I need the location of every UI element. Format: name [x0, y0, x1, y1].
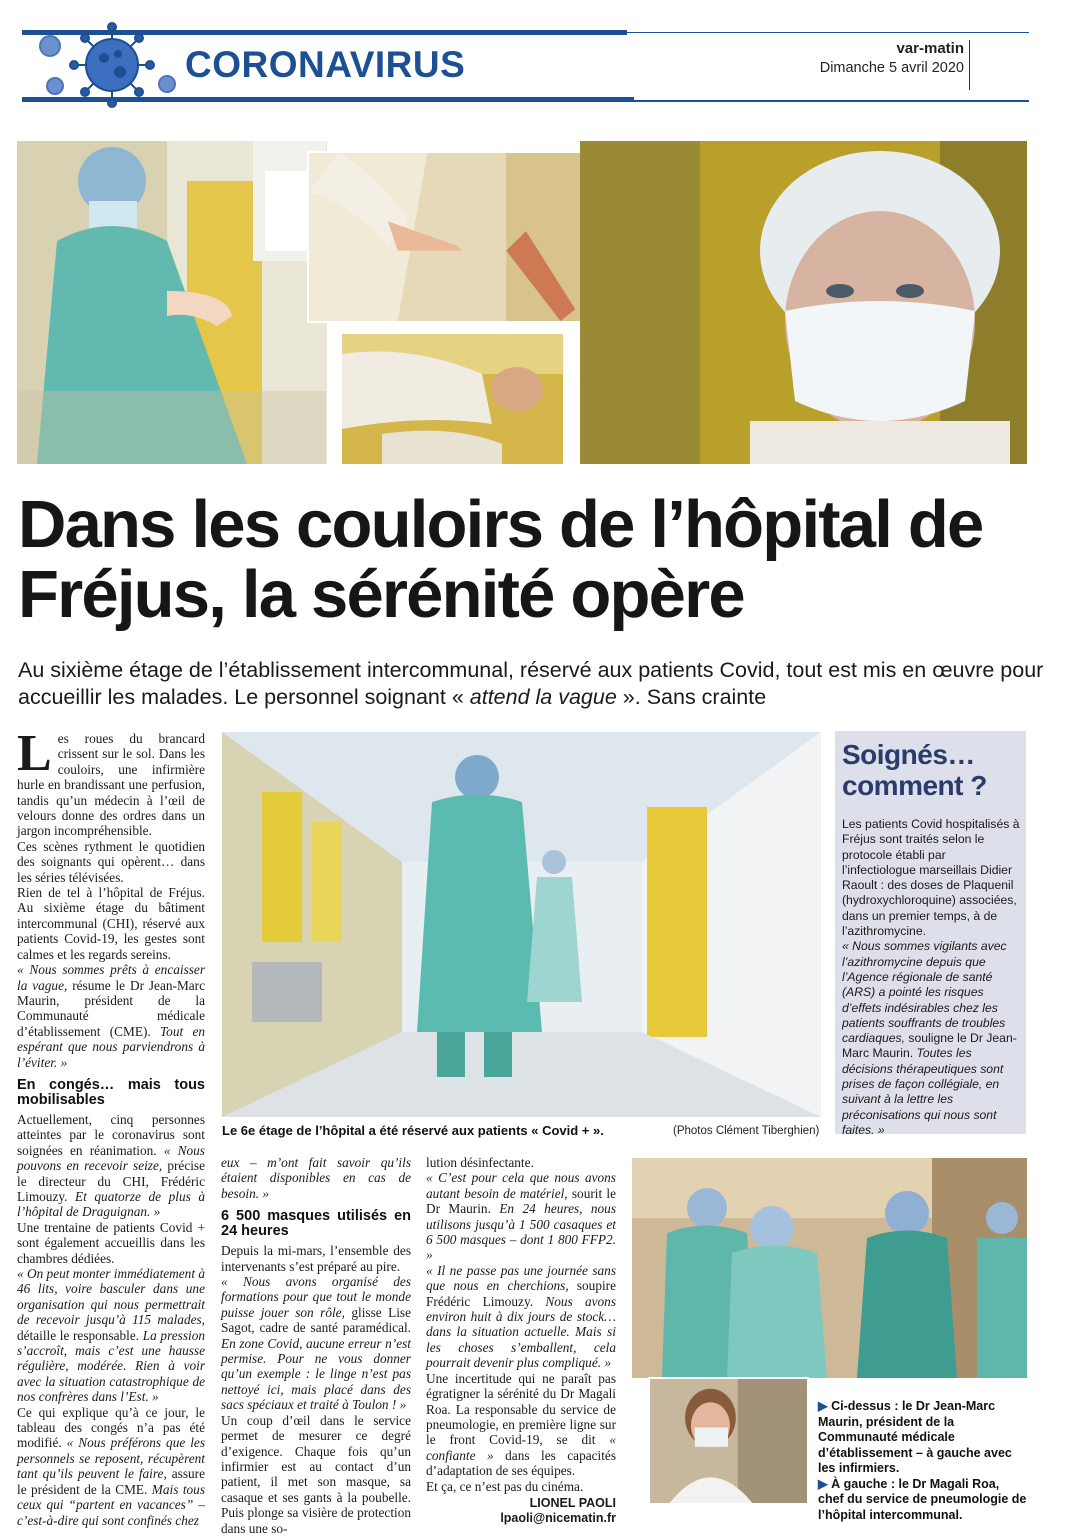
subheading: 6 500 masques utilisés en 24 heures	[221, 1208, 411, 1240]
article-paragraph: « C’est pour cela que nous avons autant besoin de matériel, sourit le Dr Maurin. En 24 heures, nous utilisons jusqu’à 1 500 casaques et 6 500 masques – dont 1 800 FFP2. »	[426, 1170, 616, 1263]
sidebar-box	[835, 731, 1026, 1137]
article-paragraph: Ces scènes rythment le quotidien des soignants qui opèrent… dans les séries télévisées.	[17, 838, 205, 885]
article-paragraph: Ce qui explique qu’à ce jour, le tableau des congés n’a pas été modifié. « Nous préférons que les personnels se reposent, récupèrent tant qu’ils peuvent le faire, assure le président de la CME. Mais tous ceux qui “partent en vacances” – c’est-à-dire qui sont confinés chez	[17, 1404, 206, 1528]
article-paragraph: eux – m’ont fait savoir qu’ils étaient disponibles en cas de besoin. »	[221, 1155, 411, 1201]
article-paragraph: Depuis la mi-mars, l’ensemble des intervenants s’est préparé au pire.	[221, 1243, 411, 1274]
article-paragraph: Une incertitude qui ne paraît pas égratigner la sérénité du Dr Magali Roa. La responsable du service de pneumologie, en première ligne sur le front Covid-19, se dit « confiante » dans les capacités d’adaptation de ses équipes.	[426, 1370, 617, 1479]
subheading: En congés… mais tous mobilisables	[17, 1076, 205, 1108]
triangle-bullet-icon: ▶	[818, 1399, 828, 1413]
article-column-2	[221, 1155, 411, 1536]
photo-caption: Le 6e étage de l’hôpital a été réservé aux patients « Covid + ».	[222, 1123, 604, 1138]
photo-pointing-hand	[307, 151, 599, 323]
article-paragraph: « On peut monter immédiatement à 46 lits, voire basculer dans une organisation qui nous permettrait de recevoir jusqu’à 115 malades, détaille le responsable. La pression s’accroît, mais c’est une hausse régulière, modérée. Rien à voir avec la situation catastrophique de nos confrères dans l’Est. »	[17, 1266, 205, 1405]
masthead-divider	[969, 40, 970, 90]
author-name: LIONEL PAOLI	[529, 1495, 616, 1510]
photo-corridor	[222, 732, 821, 1117]
caption-above: ▶ Ci-dessus : le Dr Jean-Marc Maurin, président de la Communauté médicale d’établissement – à gauche avec les infirmiers.	[818, 1399, 1012, 1475]
triangle-bullet-icon: ▶	[818, 1476, 828, 1491]
article-column-3	[426, 1155, 616, 1527]
author-email[interactable]: lpaoli@nicematin.fr	[500, 1511, 616, 1526]
drop-cap: L	[17, 725, 52, 782]
article-paragraph: lution désinfectante.	[426, 1155, 534, 1170]
photo-nurse-portrait	[580, 141, 1027, 464]
article-paragraph: Les roues du brancard crissent sur le sol. Dans les couloirs, une infirmière hurle en brandissant une perfusion, tandis qu’un médecin à l’œil de velours donne des ordres dans un jargon incompréhensible.	[17, 725, 205, 839]
article-paragraph: « Il ne passe pas une journée sans que nous en cherchions, soupire Frédéric Limouzy. Nous avons environ huit à dix jours de stock… dans la situation actuelle. Mais si les choses s’emballent, cela pourrait devenir plus compliqué. »	[426, 1262, 617, 1371]
header-rule-line	[634, 100, 1029, 102]
header-rule-thin	[627, 32, 1029, 33]
photo-credit: (Photos Clément Tiberghien)	[673, 1125, 820, 1137]
newspaper-name: var-matin	[896, 40, 964, 57]
sidebar-body	[842, 817, 1020, 1138]
section-title: CORONAVIRUS	[185, 44, 466, 85]
caption-left: ▶ À gauche : le Dr Magali Roa, chef du service de pneumologie de l’hôpital intercommunal.	[818, 1476, 1027, 1522]
article-paragraph: Rien de tel à l’hôpital de Fréjus. Au sixième étage du bâtiment intercommunal (CHI), réservé aux patients Covid-19, les gestes sont calmes et les regards sereins.	[17, 885, 205, 962]
photo-nurse-gowning	[17, 141, 326, 464]
standfirst: Au sixième étage de l’établissement intercommunal, réservé aux patients Covid, tout est mis en œuvre pour accueillir les malades. Le personnel soignant « attend la vague ». Sans crainte	[18, 658, 1044, 709]
sidebar-title: Soignés… comment ?	[842, 739, 987, 801]
article-paragraph: « Nous avons organisé des formations pour que tout le monde puisse jouer son rôle, glisse Lise Sagot, cadre de santé paramédical. En zone Covid, aucune erreur n’est permise. Pour ne vous donner qu’un exemple : le linge n’est pas nettoyé ici, mais placé dans des sacs spéciaux et traité à Toulon ! »	[221, 1274, 411, 1413]
article-column-1	[17, 725, 206, 1528]
photo-gloved-hands	[342, 334, 563, 464]
article-paragraph: Une trentaine de patients Covid + sont également accueillis dans les chambres dédiées.	[17, 1219, 205, 1266]
photo-medical-team	[632, 1158, 1027, 1378]
article-paragraph: Et ça, ce n’est pas du cinéma.	[426, 1478, 584, 1494]
photo-dr-roa	[648, 1377, 809, 1505]
photo-caption-right	[818, 1399, 1028, 1523]
article-paragraph: Un coup d’œil dans le service permet de mesurer ce degré d’exigence. Chaque fois qu’un infirmier est au contact d’un patient, il met son masque, sa casaque et ses gants à la poubelle. Puis plonge sa visière de protection dans une so-	[221, 1412, 411, 1536]
article-paragraph: « Nous sommes prêts à encaisser la vague, résume le Dr Jean-Marc Maurin, président de la Communauté médicale d’établissement (CME). Tout en espérant que nous parviendrons à l’éviter. »	[17, 962, 205, 1070]
article-paragraph: Actuellement, cinq personnes atteintes par le coronavirus sont soignées en réanimation. « Nous pouvons en recevoir seize, précise le directeur du CHI, Frédéric Limouzy. Et quatorze de plus à l’hôpital de Draguignan. »	[17, 1111, 205, 1220]
masthead	[820, 40, 964, 76]
sidebar-quote: « Nous sommes vigilants avec l’azithromycine depuis que l’Agence régionale de santé (ARS) a pointé les risques d’effets indésirables chez les patients souffrants de troubles cardiaques, souligne le Dr Jean-Marc Maurin. Toutes les décisions thérapeutiques sont prises de façon collégiale, en suivant à la lettre les préconisations qui nous sont faites. »	[842, 939, 1017, 1137]
publication-date: Dimanche 5 avril 2020	[819, 60, 964, 76]
headline: Dans les couloirs de l’hôpital de Fréjus, la sérénité opère	[18, 487, 983, 632]
sidebar-paragraph: Les patients Covid hospitalisés à Fréjus sont traités selon le protocole établi par l’infectiologue marseillais Didier Raoult : des doses de Plaquenil (hydroxychloroquine) associées, dans un premier temps, à de l’azithromycine.	[842, 817, 1020, 939]
coronavirus-icon	[22, 24, 182, 106]
